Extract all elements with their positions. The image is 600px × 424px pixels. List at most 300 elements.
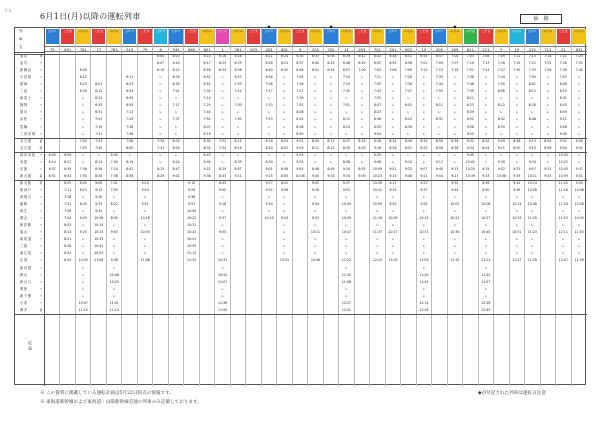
station-name: 新山口 <box>20 279 32 284</box>
time-cell: 9:20 <box>95 195 103 199</box>
time-cell: 11:27 <box>512 258 522 263</box>
time-cell: レ <box>344 96 349 101</box>
time-cell: レ <box>360 159 364 164</box>
time-cell: レ <box>577 131 581 136</box>
time-cell: レ <box>484 103 488 108</box>
time-cell: 10:26 <box>372 180 383 185</box>
time-cell: レ <box>220 265 225 270</box>
time-cell: レ <box>174 131 178 136</box>
time-cell: レ <box>484 251 488 256</box>
train-number: 11 <box>339 46 353 52</box>
train-column <box>122 28 137 386</box>
time-cell: 11:59 <box>527 258 537 263</box>
time-cell: レ <box>406 110 410 115</box>
time-cell: 9:33 <box>95 202 103 207</box>
station-row <box>15 110 45 116</box>
time-cell: 9:03 <box>327 173 335 178</box>
station-row <box>15 237 45 243</box>
time-cell: レ <box>515 223 519 228</box>
time-cell: 9:03 <box>296 145 304 150</box>
time-cell: 7:05 <box>296 75 304 80</box>
time-cell: 10:33 <box>512 216 522 221</box>
time-cell: レ <box>236 152 240 157</box>
station-name: 岐阜羽島 <box>20 152 36 157</box>
time-cell: レ <box>81 152 85 157</box>
time-cell: 7:16 <box>497 61 505 66</box>
time-cell: 7:55 <box>497 82 505 87</box>
time-cell: 8:22 <box>296 117 304 122</box>
station-name: 熱海 <box>20 82 28 87</box>
time-cell: 7:30 <box>234 103 242 108</box>
time-cell: レ <box>236 110 240 115</box>
station-name: 福山 <box>20 230 28 235</box>
train-number: 19 <box>510 46 524 52</box>
time-cell: 8:49 <box>404 138 412 143</box>
time-cell: レ <box>282 96 287 101</box>
time-cell: レ <box>453 131 457 136</box>
time-cell: 6:56 <box>265 75 273 80</box>
station-row <box>15 117 45 123</box>
station-row <box>15 195 45 201</box>
station-name: 京都 <box>20 166 28 171</box>
time-cell: 9:00 <box>218 187 227 192</box>
time-cell: レ <box>112 251 116 256</box>
time-cell: 9:30 <box>497 159 505 164</box>
time-cell: 8:22 <box>110 202 118 207</box>
operation-day-marker: ◆ <box>453 24 457 29</box>
station-row <box>15 181 45 187</box>
time-cell: レ <box>159 82 163 87</box>
time-cell: レ <box>391 237 395 242</box>
time-cell: レ <box>484 223 488 228</box>
time-cell: レ <box>484 152 488 157</box>
time-cell: 10:25 <box>109 279 119 284</box>
time-cell: レ <box>422 265 426 270</box>
time-cell: 12:41 <box>341 307 352 312</box>
time-cell: 9:01 <box>265 166 273 171</box>
time-cell: レ <box>329 110 333 115</box>
time-cell: 8:12 <box>528 89 536 94</box>
time-cell: レ <box>422 82 426 87</box>
time-cell: 11:34 <box>558 202 568 207</box>
time-cell: 10:05 <box>78 258 88 263</box>
train-number: 253 <box>355 46 369 52</box>
time-cell: 6:23 <box>126 82 134 87</box>
station-row <box>15 89 45 95</box>
time-cell: レ <box>515 159 519 164</box>
time-cell: 9:04 <box>373 131 382 136</box>
time-cell: レ <box>282 103 287 108</box>
time-cell: レ <box>437 96 441 101</box>
time-cell: 6:21 <box>265 54 273 58</box>
page-label: 下り <box>4 8 12 13</box>
time-cell: レ <box>313 96 318 101</box>
time-cell: 9:30 <box>451 180 459 185</box>
time-cell: 8:11 <box>435 103 443 108</box>
time-cell: 10:41 <box>94 244 104 249</box>
train-type-badge: ひかり <box>123 29 136 44</box>
time-cell: 6:00 <box>157 54 165 58</box>
time-cell: レ <box>546 159 550 164</box>
time-cell: レ <box>530 251 534 256</box>
time-cell: レ <box>499 110 503 115</box>
time-cell: 9:53 <box>311 216 320 221</box>
time-cell: レ <box>313 131 318 136</box>
time-cell: レ <box>453 96 457 101</box>
time-cell: 9:18 <box>373 145 382 150</box>
time-cell: 9:37 <box>420 187 428 192</box>
time-cell: レ <box>81 195 85 199</box>
time-cell: 9:08 <box>466 124 474 129</box>
time-cell: 6:48 <box>296 68 304 73</box>
time-cell: 8:50 <box>513 145 521 150</box>
time-cell: 9:34 <box>311 202 320 207</box>
time-cell: レ <box>267 131 271 136</box>
train-type-badge: のぞみ <box>495 29 508 44</box>
time-cell: レ <box>97 152 101 157</box>
time-cell: 12:40 <box>481 307 491 312</box>
time-cell: 8:23 <box>373 110 382 115</box>
time-cell: 11:39 <box>574 258 584 263</box>
time-cell: 6:55 <box>64 180 72 185</box>
time-cell: レ <box>159 89 163 94</box>
time-cell: レ <box>422 293 426 298</box>
time-cell: レ <box>453 251 457 256</box>
time-cell: レ <box>329 124 333 129</box>
time-cell: レ <box>515 237 519 242</box>
time-cell: 8:58 <box>342 159 351 164</box>
train-number: 203 <box>246 46 260 52</box>
time-cell: 11:16 <box>558 187 568 192</box>
time-cell: 9:10 <box>404 159 412 164</box>
time-cell: レ <box>561 223 565 228</box>
time-cell: レ <box>499 96 503 101</box>
station-name: 新横浜 <box>20 68 32 73</box>
time-cell: 6:59 <box>126 103 134 108</box>
time-cell: 9:45 <box>544 173 552 178</box>
time-cell: 6:28 <box>203 68 211 73</box>
station-row <box>15 103 45 109</box>
time-cell: レ <box>360 131 364 136</box>
time-cell: 9:34 <box>466 145 474 150</box>
station-name: 三河安城 <box>20 131 36 136</box>
time-cell: レ <box>360 110 364 115</box>
station-suffix: 〃 <box>39 187 43 192</box>
station-name: 東広島 <box>20 251 32 256</box>
time-cell: 8:56 <box>544 145 552 150</box>
time-cell: 7:07 <box>451 61 459 66</box>
station-row <box>15 301 45 307</box>
time-cell: 9:25 <box>513 166 521 171</box>
time-cell: 7:21 <box>559 54 567 58</box>
time-cell: 8:24 <box>389 138 397 143</box>
time-cell: 10:23 <box>372 173 383 178</box>
time-cell: 6:24 <box>79 82 87 87</box>
train-type-badge: こだま <box>293 29 306 44</box>
time-cell: レ <box>81 286 85 291</box>
time-cell: 9:54 <box>575 180 583 185</box>
time-cell: 8:39 <box>265 159 273 164</box>
time-cell: 6:40 <box>265 68 273 73</box>
station-row <box>15 96 45 102</box>
station-name: 広島 <box>20 258 28 263</box>
time-cell: レ <box>422 124 426 129</box>
time-cell: レ <box>375 195 380 199</box>
time-cell: レ <box>360 75 364 80</box>
time-cell: 6:37 <box>48 166 56 171</box>
time-cell: レ <box>143 244 147 249</box>
time-cell: 7:44 <box>435 82 443 87</box>
time-cell: 6:18 <box>234 54 242 58</box>
time-cell: 10:05 <box>558 152 568 157</box>
time-cell: 6:54 <box>327 68 335 73</box>
time-cell: 9:00 <box>203 159 211 164</box>
train-type-badge: ひかり <box>262 29 275 44</box>
time-cell: 8:30 <box>203 138 211 143</box>
time-cell: 8:03 <box>172 138 180 143</box>
row-separator <box>15 54 587 55</box>
time-cell: レ <box>112 209 116 214</box>
time-cell: レ <box>329 75 333 80</box>
time-cell: レ <box>267 195 271 199</box>
time-cell: レ <box>561 237 565 242</box>
time-cell: 10:41 <box>372 187 383 192</box>
station-suffix: 〃 <box>39 75 43 80</box>
time-cell: レ <box>577 251 581 256</box>
train-column <box>308 28 323 386</box>
time-cell: レ <box>453 244 457 249</box>
train-number: 611 <box>463 46 477 52</box>
train-type-badge: こだま <box>479 29 492 44</box>
time-cell: レ <box>220 251 225 256</box>
time-cell: 6:51 <box>48 173 56 178</box>
train-type-badge: こだま <box>355 29 368 44</box>
time-cell: レ <box>236 131 240 136</box>
train-column <box>153 28 168 386</box>
time-cell: レ <box>313 223 318 228</box>
time-cell: 11:01 <box>109 300 119 305</box>
time-cell: 8:29 <box>218 166 227 171</box>
notes-label-char-1: 記 <box>28 340 32 345</box>
time-cell: 7:00 <box>451 54 459 58</box>
train-number: 601 <box>200 46 214 52</box>
time-cell: 8:31 <box>435 117 443 122</box>
train-type-badge: こだま <box>92 29 105 44</box>
time-cell: 7:06 <box>389 68 397 73</box>
time-cell: レ <box>159 75 163 80</box>
station-name: 小田原 <box>20 75 32 80</box>
time-cell: 8:14 <box>95 159 103 164</box>
time-cell: 7:39 <box>296 96 304 101</box>
time-cell: レ <box>313 89 318 94</box>
time-cell: レ <box>515 124 519 129</box>
station-suffix: 〃 <box>39 286 43 291</box>
station-row <box>15 75 45 81</box>
time-cell: 7:47 <box>404 89 412 94</box>
time-cell: レ <box>329 152 333 157</box>
time-cell: レ <box>282 237 287 242</box>
time-cell: 8:31 <box>559 96 567 101</box>
time-cell: 6:33 <box>311 54 320 58</box>
time-cell: レ <box>484 195 488 199</box>
time-cell: 7:52 <box>296 103 304 108</box>
time-cell: 8:05 <box>172 145 180 150</box>
time-cell: レ <box>313 237 318 242</box>
time-cell: 6:03 <box>172 54 180 58</box>
time-cell: 11:02 <box>388 258 398 263</box>
time-cell: 7:14 <box>234 89 242 94</box>
time-cell: 7:27 <box>497 68 505 73</box>
time-cell: 6:00 <box>79 68 87 73</box>
time-cell: 7:33 <box>528 68 536 73</box>
time-cell: 7:28 <box>559 61 567 66</box>
time-cell: 12:27 <box>341 300 352 305</box>
time-cell: レ <box>313 103 318 108</box>
station-header <box>15 28 45 53</box>
time-cell: 6:25 <box>234 61 242 66</box>
time-cell: 7:00 <box>110 159 118 164</box>
train-type-badge: ひかり <box>433 29 446 44</box>
time-cell: レ <box>422 251 426 256</box>
time-cell: レ <box>236 96 240 101</box>
time-cell: 7:57 <box>559 75 567 80</box>
station-suffix: 〃 <box>39 61 43 66</box>
station-name: 新大阪 <box>20 173 32 178</box>
time-cell: レ <box>453 75 457 80</box>
station-suffix: 〃 <box>39 244 43 249</box>
train-number: 761 <box>231 46 245 52</box>
time-cell: レ <box>174 152 178 157</box>
station-row <box>15 308 45 314</box>
time-cell: 9:51 <box>188 202 196 207</box>
train-column <box>541 28 556 386</box>
time-cell: レ <box>344 251 349 256</box>
time-cell: レ <box>561 244 565 249</box>
time-cell: 8:28 <box>64 244 72 249</box>
time-cell: 7:51 <box>342 103 351 108</box>
time-cell: 11:21 <box>481 258 491 263</box>
time-cell: 8:26 <box>389 145 397 150</box>
time-cell: 6:42 <box>358 54 366 58</box>
time-cell: レ <box>577 159 581 164</box>
train-column <box>324 24 339 386</box>
time-cell: 9:00 <box>575 138 583 143</box>
time-cell: 7:09 <box>497 54 505 58</box>
time-cell: 6:53 <box>64 173 72 178</box>
time-cell: 6:24 <box>280 54 289 58</box>
time-cell: 9:33 <box>482 173 490 178</box>
time-cell: レ <box>220 286 225 291</box>
time-cell: 8:29 <box>157 173 165 178</box>
time-cell: 8:08 <box>559 82 567 87</box>
time-cell: 10:00 <box>187 209 197 214</box>
station-name: 米原 <box>20 159 28 164</box>
time-cell: 9:20 <box>342 166 351 171</box>
time-cell: 8:22 <box>497 103 505 108</box>
time-cell: レ <box>484 117 488 122</box>
time-cell: 9:50 <box>482 187 490 192</box>
time-cell: 11:43 <box>341 272 352 277</box>
train-type-badge: のぞみ <box>402 29 415 44</box>
time-cell: レ <box>282 209 287 214</box>
time-cell: 6:42 <box>280 68 289 73</box>
time-cell: レ <box>344 223 349 228</box>
train-number: 201 <box>386 46 400 52</box>
time-cell: 6:34 <box>126 89 134 94</box>
time-cell: 8:55 <box>358 166 366 171</box>
time-cell: 9:54 <box>435 173 443 178</box>
time-cell: 9:40 <box>559 131 567 136</box>
time-cell: 8:56 <box>126 173 134 178</box>
train-number: 713 <box>541 46 555 52</box>
time-cell: 8:11 <box>311 145 320 150</box>
time-cell: 11:10 <box>109 307 119 312</box>
time-cell: レ <box>422 244 426 249</box>
time-cell: レ <box>159 131 163 136</box>
train-number: 601 <box>277 46 291 52</box>
time-cell: 9:32 <box>389 187 397 192</box>
time-cell: レ <box>422 159 426 164</box>
time-cell: 11:57 <box>481 279 491 284</box>
time-cell: レ <box>484 159 488 164</box>
station-row <box>15 139 45 145</box>
time-cell: 7:36 <box>544 68 552 73</box>
time-cell: 9:34 <box>528 159 536 164</box>
time-cell: レ <box>220 124 225 129</box>
time-cell: 10:39 <box>450 230 460 235</box>
time-cell: レ <box>174 96 178 101</box>
time-cell: レ <box>530 209 534 214</box>
time-cell: 7:40 <box>203 110 211 115</box>
time-cell: レ <box>422 237 426 242</box>
time-cell: レ <box>561 251 565 256</box>
time-cell: 10:43 <box>187 230 197 235</box>
station-row <box>15 188 45 194</box>
time-cell: 6:35 <box>95 103 103 108</box>
time-cell: レ <box>282 89 287 94</box>
time-cell: レ <box>375 244 380 249</box>
train-type-badge: のぞみ <box>231 29 244 44</box>
time-cell: 9:20 <box>466 131 474 136</box>
train-type-badge: のぞみ <box>572 29 586 44</box>
time-cell: レ <box>391 96 395 101</box>
time-cell: レ <box>81 244 85 249</box>
time-cell: レ <box>515 89 519 94</box>
row-separator <box>15 314 587 315</box>
train-number: 75 <box>45 46 59 52</box>
time-cell: レ <box>220 209 225 214</box>
time-cell: 7:44 <box>497 75 505 80</box>
time-cell: 10:10 <box>264 216 274 221</box>
time-cell: 7:50 <box>79 173 87 178</box>
train-type-badge: のぞみ <box>107 29 120 44</box>
time-cell: 10:06 <box>94 216 104 221</box>
train-column <box>76 28 91 386</box>
time-cell: 6:30 <box>296 54 304 58</box>
time-cell: 8:36 <box>451 138 459 143</box>
time-cell: 8:39 <box>466 110 474 115</box>
station-suffix: 〃 <box>39 131 43 136</box>
time-cell: レ <box>577 244 581 249</box>
time-cell: 9:42 <box>513 180 521 185</box>
time-cell: 7:01 <box>172 89 180 94</box>
time-cell: レ <box>546 117 550 122</box>
time-cell: 7:03 <box>79 145 87 150</box>
time-cell: 11:10 <box>78 307 88 312</box>
time-cell: 8:36 <box>280 166 289 171</box>
train-column <box>401 28 416 386</box>
time-cell: レ <box>422 89 426 94</box>
